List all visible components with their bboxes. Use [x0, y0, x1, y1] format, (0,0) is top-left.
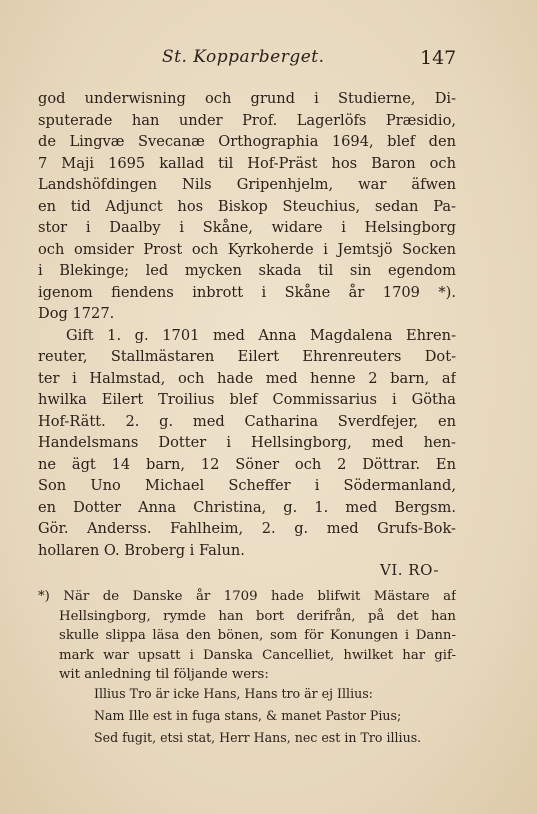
text-line: hwilka Eilert Troilius blef Commissarius i Götha [38, 391, 456, 408]
text-line: de Lingvæ Svecanæ Orthographia 1694, blef den [38, 133, 456, 150]
text-line: Handelsmans Dotter i Hellsingborg, med hen- [38, 434, 456, 451]
paragraph-1 [38, 88, 456, 325]
text-line: en tid Adjunct hos Biskop Steuchius, sedan Pa- [38, 197, 456, 215]
verse-line-1: Illius Tro är icke Hans, Hans tro är ej Illius: [94, 686, 373, 701]
text-line: god underwisning och grund i Studierne, Di- [38, 90, 456, 107]
text-line: sputerade han under Prof. Lagerlöfs Præsidio, [38, 111, 456, 129]
running-header [0, 47, 537, 73]
text-line: Son Uno Michael Scheffer i Södermanland, [38, 477, 456, 494]
text-line: igenom fiendens inbrott i Skåne år 1709 *). [38, 283, 456, 301]
footnote-line: wit anledning til följande wers: [59, 667, 269, 682]
footnote-line: Hellsingborg, rymde han bort derifrån, på det han [59, 608, 456, 624]
body-text [38, 88, 456, 561]
text-line: ter i Halmstad, och hade med henne 2 barn, af [38, 369, 456, 387]
catchword: VI. RO- [380, 561, 440, 579]
footnote [38, 587, 456, 685]
text-line: 7 Maji 1695 kallad til Hof-Präst hos Baron och [38, 154, 456, 172]
footnote-line: mark war upsatt i Danska Cancelliet, hwilket har gif- [59, 647, 456, 663]
running-title: St. Kopparberget. [162, 47, 325, 67]
text-line: Landshöfdingen Nils Gripenhjelm, war äfwen [38, 176, 456, 193]
text-line: ne ägt 14 barn, 12 Söner och 2 Döttrar. En [38, 455, 456, 473]
footnote-line: *) När de Danske år 1709 hade blifwit Mästare af [38, 589, 456, 604]
text-line: Gör. Anderss. Fahlheim, 2. g. med Grufs-Bok- [38, 520, 456, 537]
verse-line-2: Nam Ille est in fuga stans, & manet Pastor Pius; [94, 708, 402, 723]
text-line: stor i Daalby i Skåne, widare i Helsingborg [38, 219, 456, 236]
text-line: hollaren O. Broberg i Falun. [38, 541, 245, 559]
text-line: reuter, Stallmästaren Eilert Ehrenreuters Dot- [38, 348, 456, 365]
text-line: i Blekinge; led mycken skada til sin egendom [38, 262, 456, 279]
text-line: Dog 1727. [38, 305, 115, 322]
text-line: och omsider Prost och Kyrkoherde i Jemtsjö Socken [38, 240, 456, 258]
verse-line-3: Sed fugit, etsi stat, Herr Hans, nec est in Tro illius. [94, 730, 422, 745]
text-line: Hof-Rätt. 2. g. med Catharina Sverdfejer, en [38, 412, 456, 430]
paragraph-2 [38, 325, 456, 562]
text-line: Gift 1. g. 1701 med Anna Magdalena Ehren- [66, 326, 456, 344]
footnote-line: skulle slippa läsa den bönen, som för Konungen i Dann- [59, 628, 456, 643]
page-number: 147 [420, 47, 457, 69]
text-line: en Dotter Anna Christina, g. 1. med Bergsm. [38, 498, 456, 516]
